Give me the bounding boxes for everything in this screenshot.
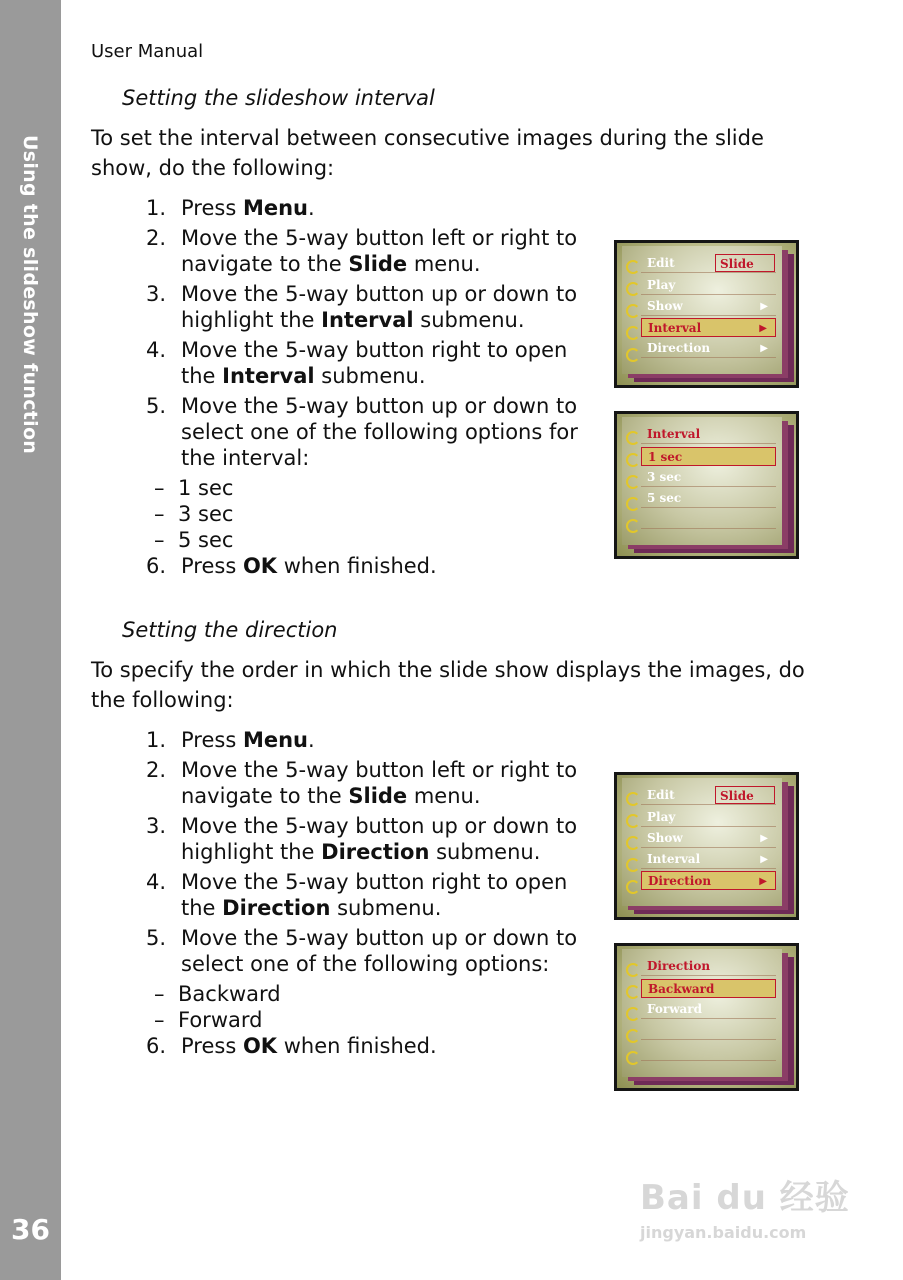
page-number: 36 [11,1213,50,1246]
step-item: 5. Move the 5-way button up or down to select one of the following options: [146,926,578,976]
section-title-interval: Setting the slideshow interval [122,86,435,110]
option-item: – 1 sec [154,476,234,500]
menu-screenshot-slide-direction: Edit Slide Play Show ▶ Interval ▶ Direction ▶ [614,772,799,920]
menu-screenshot-direction-options: Direction Backward Forward [614,943,799,1091]
slide-tab: Slide [715,254,775,272]
step-item: 3. Move the 5-way button up or down to highlight the Direction submenu. [146,814,578,864]
step-item: 3. Move the 5-way button up or down to highlight the Interval submenu. [146,282,578,332]
option-item: – Backward [154,982,281,1006]
watermark: Bai du 经验 jingyan.baidu.com [640,1178,850,1242]
step-item: 1. Press Menu. [146,728,315,752]
steps-list-interval [146,195,596,583]
step-item: 1. Press Menu. [146,196,315,220]
section-intro-direction: To specify the order in which the slide show displays the images, do the following: [91,658,805,712]
step-item: 4. Move the 5-way button right to open the Direction submenu. [146,870,568,920]
menu-screenshot-interval-options: Interval 1 sec 3 sec 5 sec [614,411,799,559]
step-item: 4. Move the 5-way button right to open the Interval submenu. [146,338,568,388]
step-item: 6. Press OK when finished. [146,1034,437,1058]
section-intro-interval: To set the interval between consecutive images during the slide show, do the following: [91,126,764,180]
steps-list-direction [146,727,596,1063]
option-item: – Forward [154,1008,263,1032]
step-item: 6. Press OK when finished. [146,554,437,578]
slide-tab: Slide [715,786,775,804]
menu-screenshot-slide-interval: Edit Slide Play Show ▶ Interval ▶ Direction ▶ [614,240,799,388]
sidebar [0,0,61,1280]
running-header: User Manual [91,41,204,62]
section-title-direction: Setting the direction [122,618,338,642]
option-item: – 5 sec [154,528,234,552]
step-item: 2. Move the 5-way button left or right to navigate to the Slide menu. [146,226,578,276]
step-item: 2. Move the 5-way button left or right to navigate to the Slide menu. [146,758,578,808]
option-item: – 3 sec [154,502,234,526]
step-item: 5. Move the 5-way button up or down to select one of the following options for the interval: [146,394,578,470]
sidebar-title: Using the slideshow function [19,135,41,455]
